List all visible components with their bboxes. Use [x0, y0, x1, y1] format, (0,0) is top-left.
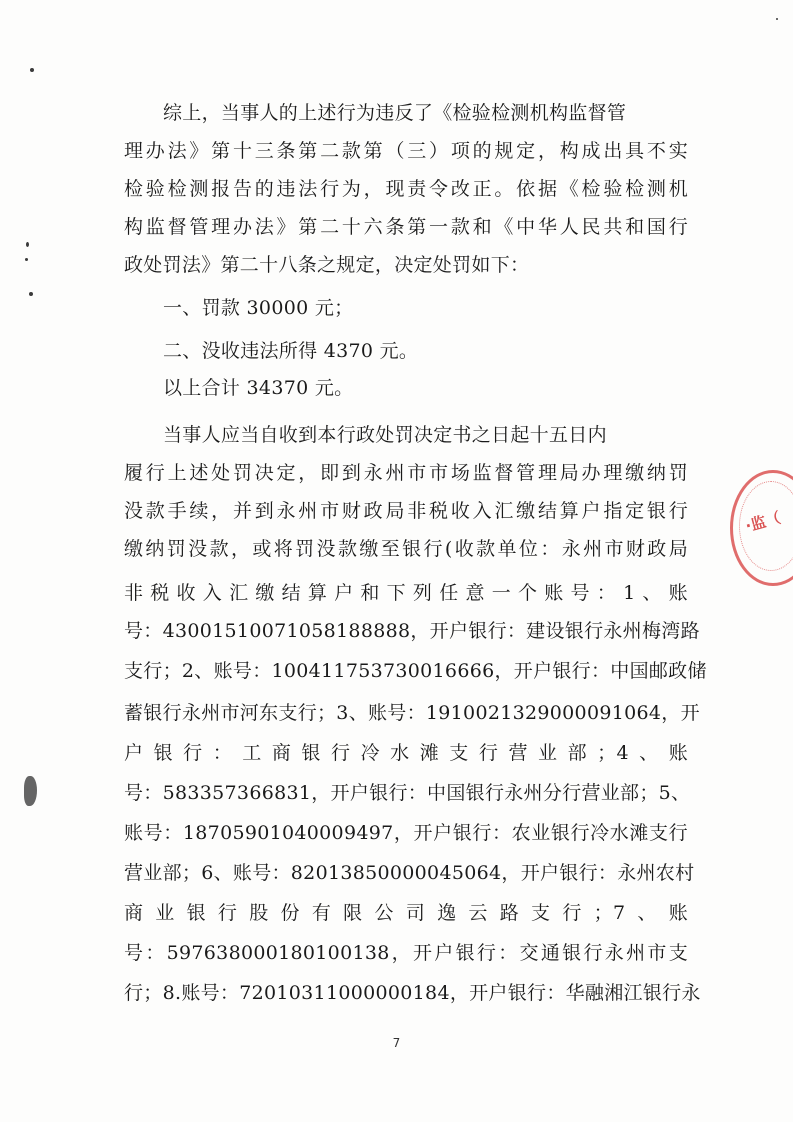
- text-line: 号：43001510071058188888，开户银行：建设银行永州梅湾路: [124, 620, 700, 642]
- text-line: 账号：18705901040009497，开户银行：农业银行冷水滩支行: [124, 822, 688, 844]
- text-line: 支行；2、账号：100411753730016666，开户银行：中国邮政储: [124, 660, 707, 682]
- scan-speck: [29, 292, 33, 296]
- text-line: 行；8.账号：72010311000000184，开户银行：华融湘江银行永: [124, 982, 701, 1004]
- text-line: 没款手续，并到永州市财政局非税收入汇缴结算户指定银行: [124, 500, 688, 522]
- penalty-total: 以上合计 34370 元。: [163, 377, 354, 399]
- scan-speck: [25, 258, 28, 261]
- penalty-item-fine: 一、罚款 30000 元；: [163, 297, 354, 319]
- text-line: 蓄银行永州市河东支行；3、账号：1910021329000091064，开: [124, 702, 700, 724]
- scan-smudge: [24, 776, 37, 806]
- text-line: 当事人应当自收到本行政处罚决定书之日起十五日内: [163, 424, 607, 446]
- scan-speck: [26, 242, 29, 247]
- text-line: 履行上述处罚决定，即到永州市市场监督管理局办理缴纳罚: [124, 462, 688, 484]
- text-line: 非税收入汇缴结算户和下列任意一个账号：1、账: [124, 582, 688, 604]
- text-line: 理办法》第十三条第二款第（三）项的规定，构成出具不实: [124, 140, 688, 162]
- text-line: 构监督管理办法》第二十六条第一款和《中华人民共和国行: [124, 216, 688, 238]
- text-line: 号：597638000180100138，开户银行：交通银行永州市支: [124, 942, 688, 964]
- text-line: 检验检测报告的违法行为，现责令改正。依据《检验检测机: [124, 178, 688, 200]
- text-line: 营业部；6、账号：82013850000045064，开户银行：永州农村: [124, 862, 695, 884]
- text-line: 综上，当事人的上述行为违反了《检验检测机构监督管: [163, 102, 627, 124]
- penalty-item-confiscation: 二、没收违法所得 4370 元。: [163, 340, 419, 362]
- text-line: 户银行：工商银行冷水滩支行营业部；4、账: [124, 742, 688, 764]
- seal-text-mark: ·监（: [743, 508, 783, 536]
- text-line: 号：583357366831，开户银行：中国银行永州分行营业部；5、: [124, 782, 691, 804]
- text-line: 商业银行股份有限公司逸云路支行；7、账: [124, 902, 688, 924]
- page-number: 7: [392, 1036, 401, 1050]
- text-line: 政处罚法》第二十八条之规定，决定处罚如下：: [124, 254, 530, 276]
- scan-speck: [30, 68, 34, 72]
- official-seal-icon: [730, 470, 793, 586]
- scan-speck: [776, 18, 778, 20]
- text-line: 缴纳罚没款，或将罚没款缴至银行(收款单位：永州市财政局: [124, 538, 688, 560]
